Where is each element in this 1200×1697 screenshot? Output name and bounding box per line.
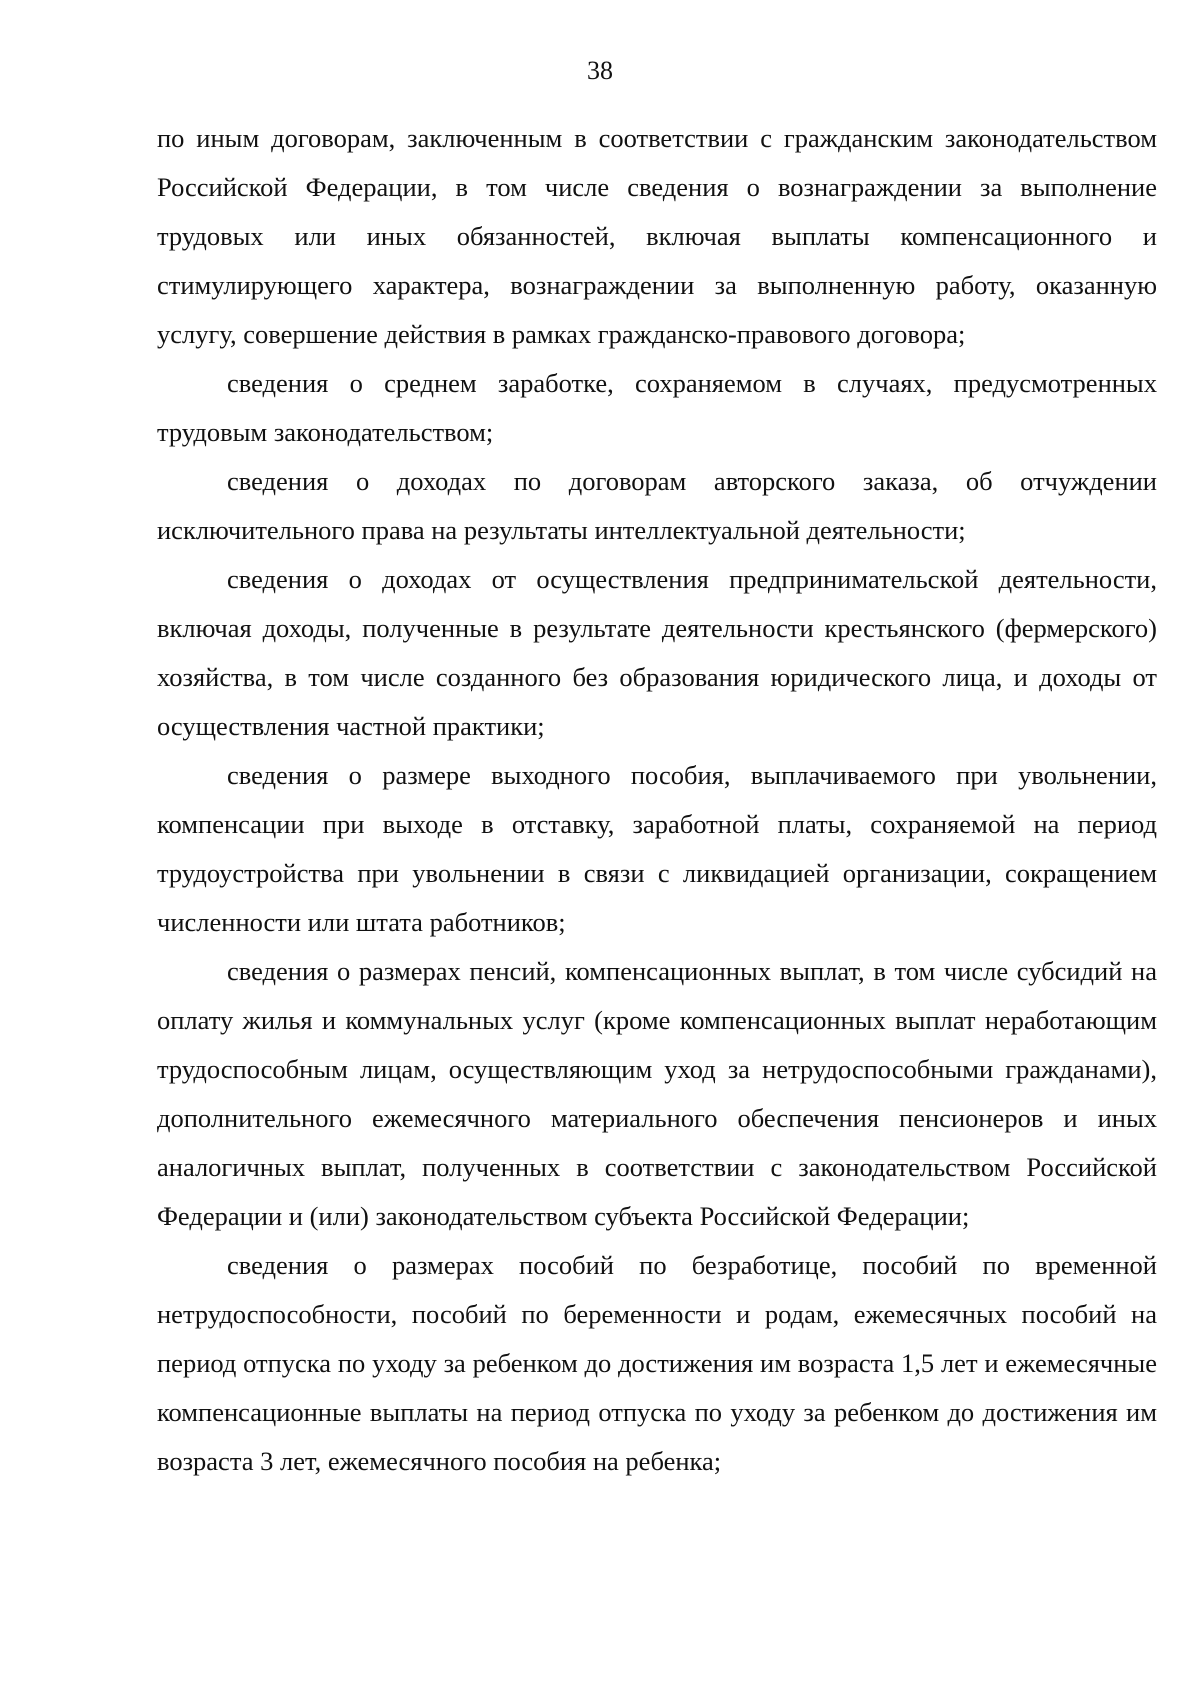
paragraph-average-earnings: сведения о среднем заработке, сохраняемом в случаях, предусмотренных трудовым законодательством; [157,368,1157,447]
paragraph-entrepreneurial-income: сведения о доходах от осуществления предпринимательской деятельности, включая доходы, полученные в результате деятельности крестьянского (фермерского) хозяйства, в том числе созданного без образования юридического лица, и доходы от осуществления частной практики; [157,564,1157,741]
paragraph-author-contracts: сведения о доходах по договорам авторского заказа, об отчуждении исключительного права на результаты интеллектуальной деятельности; [157,466,1157,545]
paragraph-pensions: сведения о размерах пенсий, компенсационных выплат, в том числе субсидий на оплату жилья и коммунальных услуг (кроме компенсационных выплат неработающим трудоспособным лицам, осуществляющим уход за нетрудоспособными гражданами), дополнительного ежемесячного материального обеспечения пенсионеров и иных аналогичных выплат, полученных в соответствии с законодательством Российской Федерации и (или) законодательством субъекта Российской Федерации; [157,956,1157,1231]
paragraph-continuation: по иным договорам, заключенным в соответствии с гражданским законодательством Российской Федерации, в том числе сведения о вознаграждении за выполнение трудовых или иных обязанностей, включая выплаты компенсационного и стимулирующего характера, вознаграждении за выполненную работу, оказанную услугу, совершение действия в рамках гражданско-правового договора; [157,123,1157,349]
page-number: 38 [587,56,613,85]
paragraph-severance-pay: сведения о размере выходного пособия, выплачиваемого при увольнении, компенсации при выходе в отставку, заработной платы, сохраняемой на период трудоустройства при увольнении в связи с ликвидацией организации, сокращением численности или штата работников; [157,760,1157,937]
paragraph-benefits: сведения о размерах пособий по безработице, пособий по временной нетрудоспособности, пособий по беременности и родам, ежемесячных пособий на период отпуска по уходу за ребенком до достижения им возраста 1,5 лет и ежемесячные компенсационные выплаты на период отпуска по уходу за ребенком до достижения им возраста 3 лет, ежемесячного пособия на ребенка; [157,1250,1157,1476]
document-body [157,114,1157,1486]
